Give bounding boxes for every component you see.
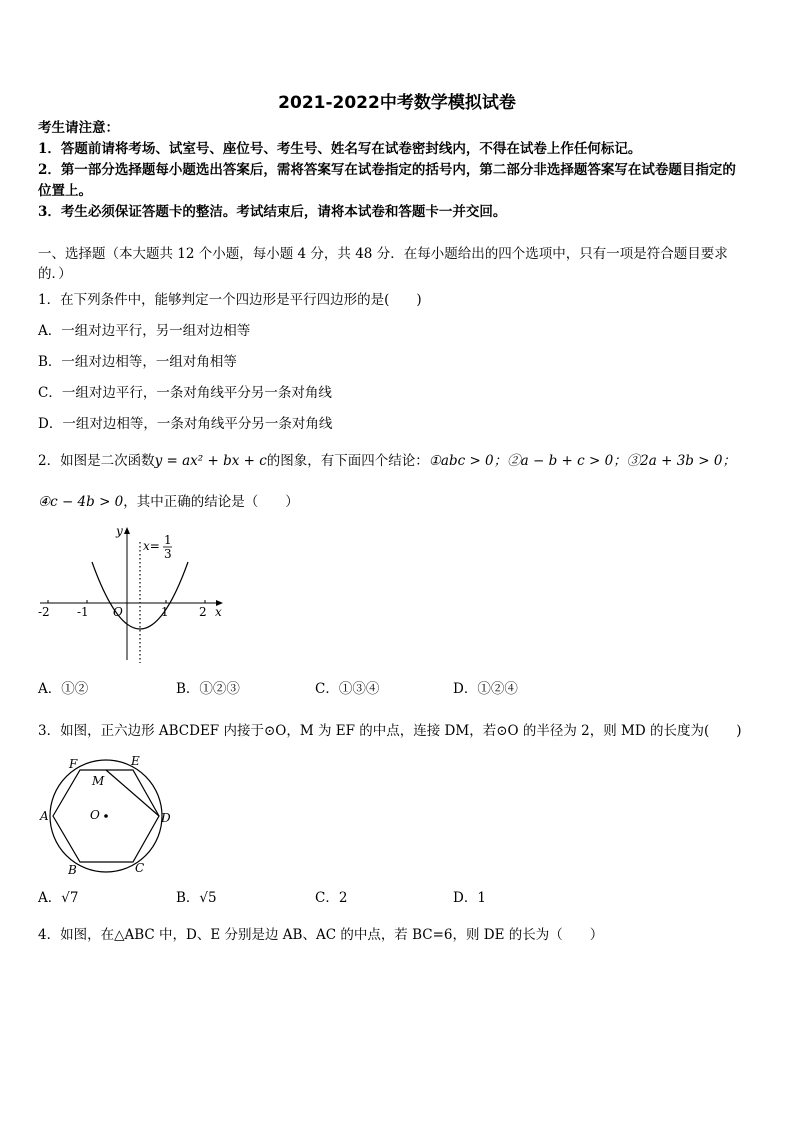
q1-option-c: C．一组对边平行，一条对角线平分另一条对角线 (38, 385, 332, 401)
q1-option-a: A．一组对边平行，另一组对边相等 (38, 323, 251, 339)
q2-parabola-graph (30, 520, 230, 670)
q3-option-d: D．1 (453, 890, 486, 906)
center-point (104, 814, 108, 818)
q1-option-b: B．一组对边相等，一组对角相等 (38, 354, 237, 370)
section-heading: 一、选择题（本大题共 12 个小题，每小题 4 分，共 48 分．在每小题给出的四个选项中，只有一项是符合题目要求 (38, 246, 728, 262)
q2-conclusions-1: ①abc > 0；②a − b + c > 0；③2a + 3b > 0； (428, 453, 736, 469)
symmetry-denominator: 3 (164, 547, 172, 561)
q2-conclusion-4: ④c − 4b > 0 (38, 494, 124, 510)
tick-label-neg2: -2 (38, 605, 50, 619)
q2-stem-line2 (38, 492, 299, 512)
tick-label-1: 1 (161, 605, 169, 619)
q2-stem (38, 451, 736, 471)
y-axis-arrow (124, 527, 130, 534)
x-axis-label: x (215, 605, 222, 619)
q4-stem: 4．如图，在△ABC 中，D、E 分别是边 AB、AC 的中点，若 BC=6，则 DE 的长为（ ） (38, 927, 604, 943)
q1-option-d: D．一组对边相等，一条对角线平分另一条对角线 (38, 416, 333, 432)
q2-option-d: D．①②④ (453, 681, 518, 697)
symmetry-label: x= (143, 539, 160, 553)
q3-stem: 3．如图，正六边形 ABCDEF 内接于⊙O，M 为 EF 的中点，连接 DM，若⊙O 的半径为 2，则 MD 的长度为( ) (38, 723, 742, 739)
y-axis-label: y (116, 524, 123, 538)
q2-stem-start: 2．如图是二次函数 (38, 453, 155, 469)
origin-label: O (113, 605, 123, 619)
notice-item-2-cont: 位置上。 (38, 183, 92, 199)
label-b: B (68, 863, 77, 877)
notice-item-2: 2．第一部分选择题每小题选出答案后，需将答案写在试卷指定的括号内，第二部分非选择题答案写在试卷题目指定的 (38, 162, 736, 178)
notice-item-3: 3．考生必须保证答题卡的整洁。考试结束后，请将本试卷和答题卡一并交回。 (38, 204, 507, 220)
tick-label-2: 2 (199, 605, 207, 619)
q3-option-a: A．√7 (38, 890, 79, 906)
label-c: C (135, 861, 145, 875)
label-o: O (90, 808, 100, 822)
label-d: D (161, 811, 171, 825)
notice-item-1: 1．答题前请将考场、试室号、座位号、考生号、姓名写在试卷密封线内，不得在试卷上作任何标记。 (38, 141, 642, 157)
tick-label-neg1: -1 (77, 605, 89, 619)
q2-option-a: A．①② (38, 681, 89, 697)
q2-question: ，其中正确的结论是（ ） (123, 494, 299, 510)
q2-stem-mid: 的图象，有下面四个结论： (266, 453, 429, 469)
notice-heading: 考生请注意： (38, 120, 119, 136)
label-e: E (131, 754, 140, 768)
q3-hexagon-figure (34, 750, 184, 880)
q1-stem: 1．在下列条件中，能够判定一个四边形是平行四边形的是( ) (38, 292, 422, 308)
symmetry-numerator: 1 (164, 533, 172, 547)
q3-option-c: C．2 (315, 890, 348, 906)
section-heading-cont: 的．） (38, 266, 72, 282)
segment-md (106, 770, 159, 816)
page-title: 2021-2022中考数学模拟试卷 (278, 93, 516, 113)
q2-option-c: C．①③④ (315, 681, 380, 697)
label-f: F (69, 757, 78, 771)
label-a: A (40, 809, 49, 823)
label-m: M (92, 774, 105, 788)
q2-option-b: B．①②③ (176, 681, 240, 697)
q2-formula: y = ax² + bx + c (154, 453, 267, 469)
q3-option-b: B．√5 (176, 890, 217, 906)
